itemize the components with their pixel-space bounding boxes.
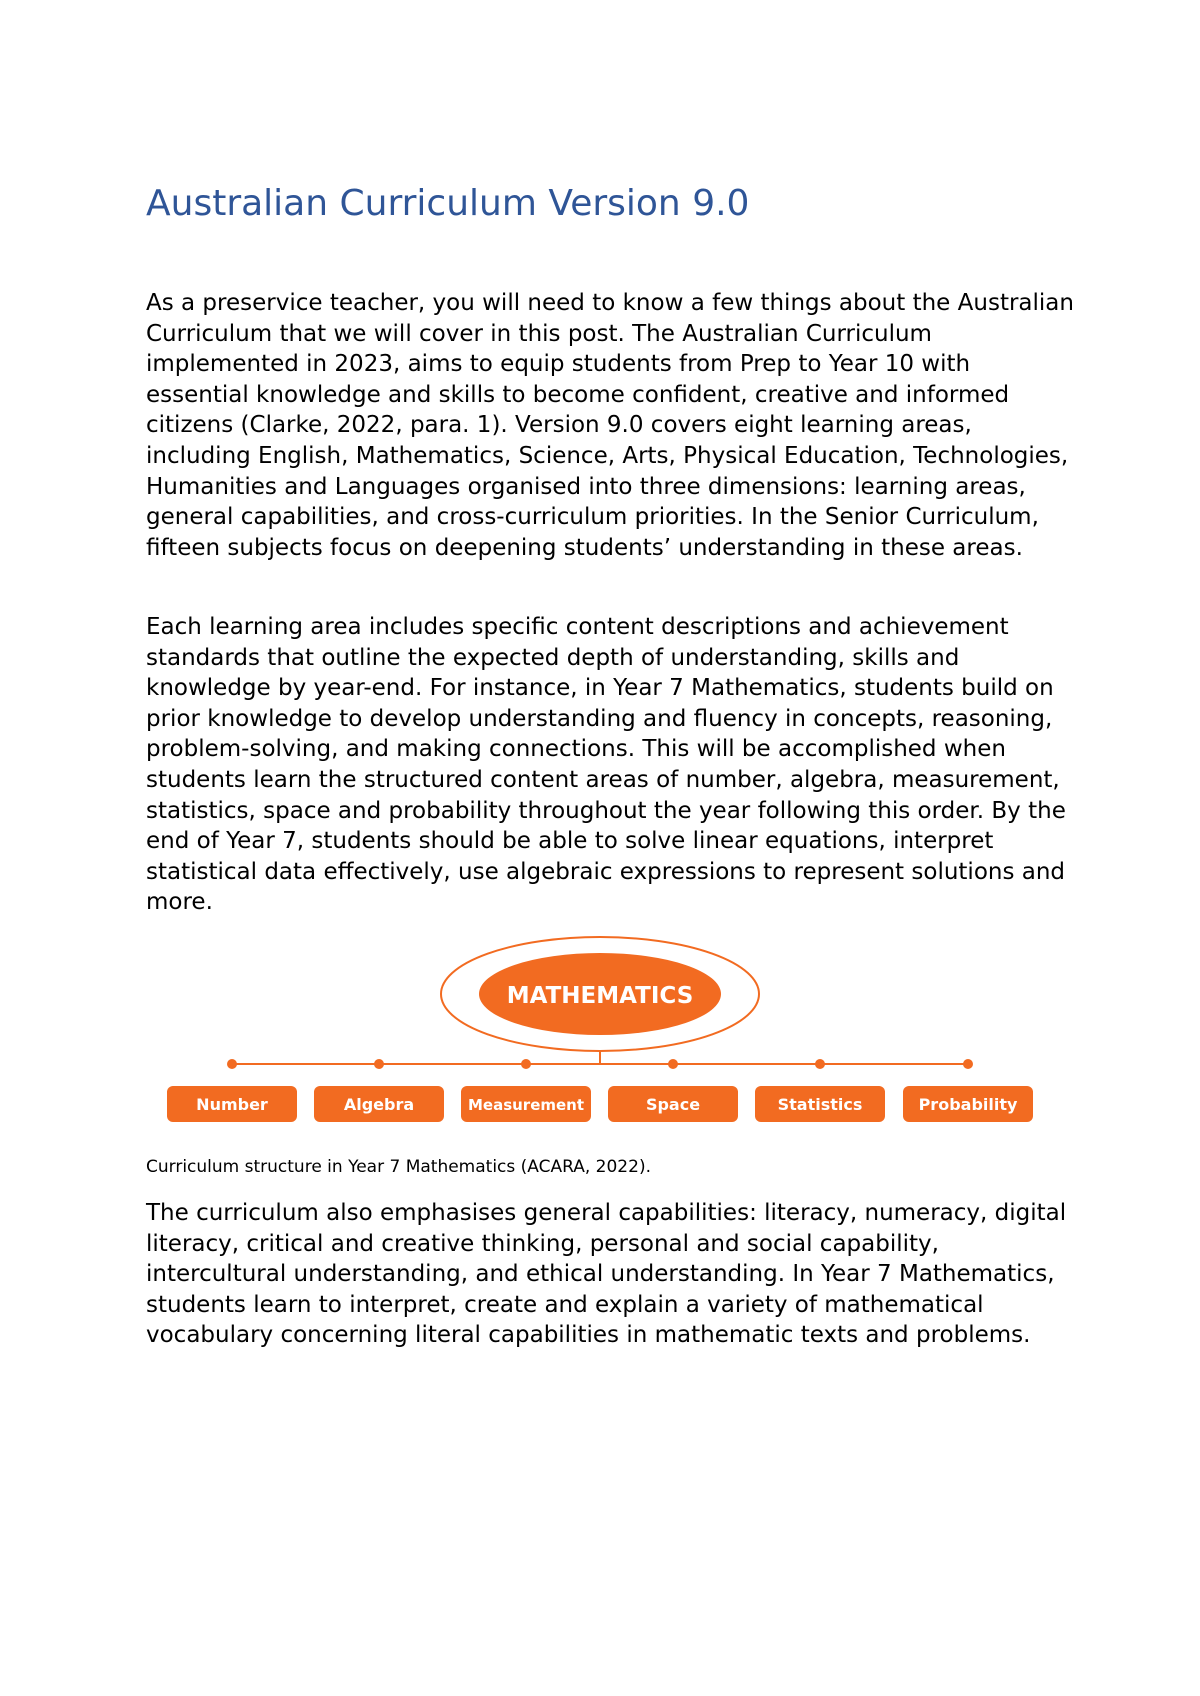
strand-label-probability: Probability xyxy=(918,1095,1018,1114)
paragraph-2: Each learning area includes specific content descriptions and achievement standards that outline the expected depth of understanding, skills and knowledge by year-end. For instance, in Year 7 Mathematics, students build on prior knowledge to develop understanding and fluency in concepts, reasoning, problem-solving, and making connections. This will be accomplished when students learn the structured content areas of number, algebra, measurement, statistics, space and probability throughout the year following this order. By the end of Year 7, students should be able to solve linear equations, interpret statistical data effectively, use algebraic expressions to represent solutions and more. xyxy=(146,614,1066,916)
branch-dot-statistics xyxy=(815,1059,825,1069)
branch-dot-probability xyxy=(963,1059,973,1069)
strand-label-statistics: Statistics xyxy=(777,1095,863,1114)
branch-dot-space xyxy=(668,1059,678,1069)
root-label: MATHEMATICS xyxy=(506,983,694,1009)
strand-label-space: Space xyxy=(645,1095,701,1114)
paragraph-3: The curriculum also emphasises general capabilities: literacy, numeracy, digital literacy, critical and creative thinking, personal and social capability, intercultural understanding, and ethical understanding. In Year 7 Mathematics, students learn to interpret, create and explain a variety of mathematical vocabulary concerning literal capabilities in mathematic texts and problems. xyxy=(146,1200,1067,1349)
paragraph-1: As a preservice teacher, you will need to know a few things about the Australian Curriculum that we will cover in this post. The Australian Curriculum implemented in 2023, aims to equip students from Prep to Year 10 with essential knowledge and skills to become confident, creative and informed citizens (Clarke, 2022, para. 1). Version 9.0 covers eight learning areas, including English, Mathematics, Science, Arts, Physical Education, Technologies, Humanities and Languages organised into three dimensions: learning areas, general capabilities, and cross-curriculum priorities. In the Senior Curriculum, fifteen subjects focus on deepening students’ understanding in these areas. xyxy=(146,290,1074,561)
page-title: Australian Curriculum Version 9.0 xyxy=(146,183,750,224)
curriculum-structure-diagram xyxy=(160,932,1040,1132)
strand-label-measurement: Measurement xyxy=(467,1096,585,1114)
figure-caption: Curriculum structure in Year 7 Mathematics (ACARA, 2022). xyxy=(146,1157,651,1177)
strand-label-number: Number xyxy=(196,1095,268,1114)
branch-dot-number xyxy=(227,1059,237,1069)
branch-dot-algebra xyxy=(374,1059,384,1069)
strand-label-algebra: Algebra xyxy=(343,1095,415,1114)
branch-dot-measurement xyxy=(521,1059,531,1069)
